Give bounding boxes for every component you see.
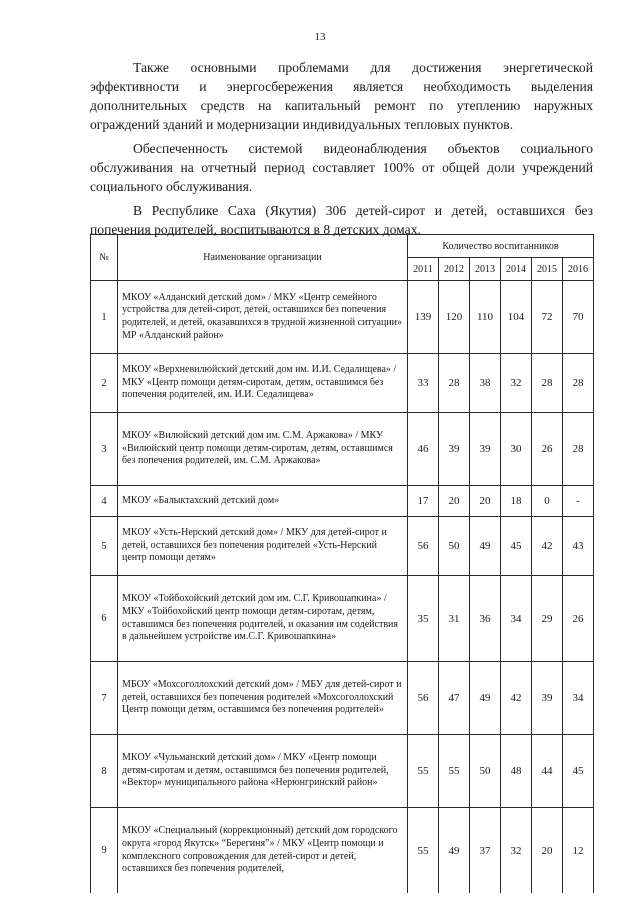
count-cell: 70 [563,281,594,354]
count-cell: - [563,486,594,517]
count-cell: 44 [532,735,563,808]
organization-name: МКОУ «Балыктахский детский дом» [118,486,408,517]
table-row [91,662,594,735]
table-row [91,517,594,576]
count-cell: 56 [408,662,439,735]
count-cell: 39 [470,413,501,486]
count-cell: 49 [439,808,470,894]
count-cell: 35 [408,576,439,662]
table-row [91,486,594,517]
organization-name: МКОУ «Алданский детский дом» / МКУ «Центр семейного устройства для детей-сирот, детей, оставшихся без попечения родителей, и детей, оказавшихся в трудной жизненной ситуации» МР «Алданский район» [118,281,408,354]
row-number: 6 [91,576,118,662]
count-cell: 110 [470,281,501,354]
paragraph-energy: Также основными проблемами для достижения энергетической эффективности и энергосбережения является необходимость выделения дополнительных средств на капитальный ремонт по утеплению наружных ограждений зданий и модернизации индивидуальных тепловых пунктов. [90,60,593,132]
count-cell: 55 [439,735,470,808]
count-cell: 28 [439,354,470,413]
row-number: 1 [91,281,118,354]
row-number: 9 [91,808,118,894]
count-cell: 37 [470,808,501,894]
count-cell: 28 [563,413,594,486]
count-cell: 42 [532,517,563,576]
count-cell: 36 [470,576,501,662]
row-number: 3 [91,413,118,486]
table-row [91,281,594,354]
count-cell: 20 [470,486,501,517]
count-cell: 30 [501,413,532,486]
table-row [91,735,594,808]
count-cell: 31 [439,576,470,662]
count-cell: 45 [563,735,594,808]
table-row [91,354,594,413]
organization-name: МКОУ «Чульманский детский дом» / МКУ «Центр помощи детям-сиротам и детям, оставшимся без попечения родителей, «Вектор» муниципального района «Нерюнгринский район» [118,735,408,808]
count-cell: 104 [501,281,532,354]
organization-name: МКОУ «Специальный (коррекционный) детский дом городского округа «город Якутск» “Берегиня”» / МКУ «Центр помощи и комплексного сопровождения для детей-сирот и детей, оставшихся без попечения родителей, [118,808,408,894]
count-cell: 32 [501,354,532,413]
count-cell: 26 [563,576,594,662]
count-cell: 39 [439,413,470,486]
header-year: 2013 [470,258,501,281]
organization-name: МКОУ «Вилюйский детский дом им. С.М. Аржакова» / МКУ «Вилюйский центр помощи детям-сиротам, детям, оставшимся без попечения родителей, им. С.М. Аржакова» [118,413,408,486]
count-cell: 120 [439,281,470,354]
table-row [91,413,594,486]
count-cell: 38 [470,354,501,413]
count-cell: 42 [501,662,532,735]
count-cell: 20 [532,808,563,894]
count-cell: 28 [532,354,563,413]
count-cell: 33 [408,354,439,413]
count-cell: 20 [439,486,470,517]
count-cell: 48 [501,735,532,808]
count-cell: 34 [563,662,594,735]
row-number: 2 [91,354,118,413]
count-cell: 17 [408,486,439,517]
count-cell: 49 [470,517,501,576]
count-cell: 12 [563,808,594,894]
count-cell: 55 [408,808,439,894]
count-cell: 39 [532,662,563,735]
header-name: Наименование организации [118,235,408,281]
count-cell: 32 [501,808,532,894]
row-number: 4 [91,486,118,517]
page-number: 13 [314,31,326,43]
count-cell: 49 [470,662,501,735]
row-number: 8 [91,735,118,808]
organization-name: МКОУ «Верхневилюйский детский дом им. И.И. Седалищева» / МКУ «Центр помощи детям-сиротам, детям, оставшимся без попечения родителей, им. И.И. Седалищева» [118,354,408,413]
header-year: 2014 [501,258,532,281]
organization-name: МКОУ «Усть-Нерский детский дом» / МКУ для детей-сирот и детей, оставшихся без попечения родителей «Усть-Нерский центр помощи детям» [118,517,408,576]
count-cell: 28 [563,354,594,413]
count-cell: 26 [532,413,563,486]
count-cell: 45 [501,517,532,576]
row-number: 7 [91,662,118,735]
count-cell: 50 [470,735,501,808]
header-count: Количество воспитанников [408,235,594,258]
count-cell: 0 [532,486,563,517]
count-cell: 47 [439,662,470,735]
organization-name: МБОУ «Мохсоголлохский детский дом» / МБУ для детей-сирот и детей, оставшихся без попечения родителей «Мохсоголлохский Центр помощи детям, оставшимся без попечения родителей» [118,662,408,735]
body-text [90,58,593,244]
table-row [91,808,594,894]
count-cell: 18 [501,486,532,517]
count-cell: 46 [408,413,439,486]
header-year: 2012 [439,258,470,281]
header-no: № [91,235,118,281]
organization-name: МКОУ «Тойбохойский детский дом им. С.Г. Кривошапкина» / МКУ «Тойбохойский центр помощи детям-сиротам, детям, оставшимся без попечения родителей, и оказания им содействия в дальнейшем устройстве им.С.Г. Кривошапкина» [118,576,408,662]
count-cell: 55 [408,735,439,808]
row-number: 5 [91,517,118,576]
paragraph-video: Обеспеченность системой видеонаблюдения объектов социального обслуживания на отчетный период составляет 100% от общей доли учреждений социального обслуживания. [90,141,593,194]
table-row [91,576,594,662]
count-cell: 43 [563,517,594,576]
count-cell: 50 [439,517,470,576]
paragraph-orphans: В Республике Саха (Якутия) 306 детей-сирот и детей, оставшихся без попечения родителей, воспитываются в 8 детских домах. [90,203,593,237]
count-cell: 72 [532,281,563,354]
header-year: 2015 [532,258,563,281]
header-year: 2016 [563,258,594,281]
header-year: 2011 [408,258,439,281]
count-cell: 56 [408,517,439,576]
count-cell: 139 [408,281,439,354]
count-cell: 29 [532,576,563,662]
count-cell: 34 [501,576,532,662]
orphanage-table [90,234,594,893]
